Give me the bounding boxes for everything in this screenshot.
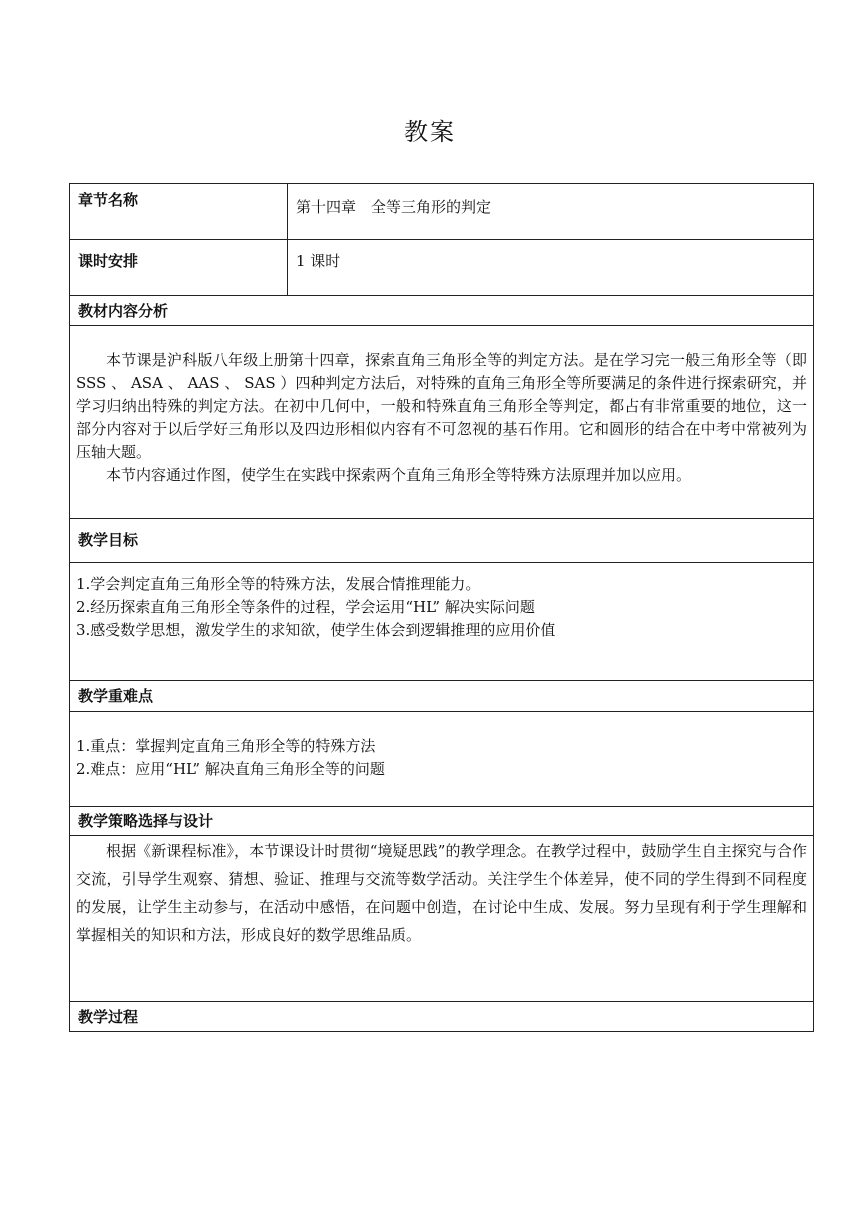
- chapter-label: 章节名称: [70, 184, 288, 240]
- keypoints-header-row: [70, 681, 814, 712]
- lesson-plan-table: [69, 183, 814, 1032]
- analysis-paragraph: 本节课是沪科版八年级上册第十四章，探索直角三角形全等的判定方法。是在学习完一般三角形全等（即 SSS 、 ASA 、 AAS 、 SAS ）四种判定方法后，对特殊的直角三角形全等所要满足的条件进行探索研究，并学习归纳出特殊的判定方法。在初中几何中，一般和特殊直角三角形全等判定，都占有非常重要的地位，这一部分内容对于以后学好三角形以及四边形相似内容有不可忽视的基石作用。它和圆形的结合在中考中常被列为压轴大题。: [76, 351, 807, 461]
- keypoint-item: 2.难点：应用“HL” 解决直角三角形全等的问题: [76, 760, 385, 778]
- strategy-body-row: [70, 836, 814, 1002]
- document-title: 教案: [404, 118, 456, 146]
- goal-item: 3.感受数学思想，激发学生的求知欲，使学生体会到逻辑推理的应用价值: [76, 621, 556, 639]
- analysis-header-row: [70, 296, 814, 326]
- hours-value: 1 课时: [288, 240, 814, 296]
- keypoints-heading: 教学重难点: [78, 687, 154, 705]
- goal-item: 2.经历探索直角三角形全等条件的过程，学会运用“HL” 解决实际问题: [76, 598, 535, 616]
- analysis-paragraph: 本节内容通过作图，使学生在实践中探索两个直角三角形全等特殊方法原理并加以应用。: [106, 466, 692, 484]
- analysis-heading: 教材内容分析: [78, 302, 169, 320]
- goals-body-row: [70, 563, 814, 681]
- analysis-body-row: [70, 326, 814, 519]
- hours-label: 课时安排: [70, 240, 288, 296]
- strategy-heading: 教学策略选择与设计: [78, 812, 214, 830]
- chapter-value: 第十四章 全等三角形的判定: [288, 184, 814, 240]
- keypoint-item: 1.重点：掌握判定直角三角形全等的特殊方法: [76, 737, 376, 755]
- strategy-paragraph: 根据《新课程标准》，本节课设计时贯彻“境疑思践”的教学理念。在教学过程中，鼓励学生自主探究与合作交流，引导学生观察、猜想、验证、推理与交流等数学活动。关注学生个体差异，使不同的学生得到不同程度的发展，让学生主动参与，在活动中感悟，在问题中创造，在讨论中生成、发展。努力呈现有利于学生理解和掌握相关的知识和方法，形成良好的数学思维品质。: [76, 842, 807, 944]
- chapter-row: [70, 184, 814, 240]
- keypoints-body: [70, 712, 814, 807]
- goals-header-row: [70, 519, 814, 563]
- goals-heading: 教学目标: [78, 531, 139, 549]
- goal-item: 1.学会判定直角三角形全等的特殊方法，发展合情推理能力。: [76, 575, 481, 593]
- goals-body: [70, 563, 814, 681]
- strategy-header-row: [70, 807, 814, 836]
- process-header-row: [70, 1002, 814, 1032]
- keypoints-body-row: [70, 712, 814, 807]
- hours-row: [70, 240, 814, 296]
- strategy-body: [70, 836, 814, 1002]
- process-heading: 教学过程: [78, 1008, 139, 1026]
- analysis-body: [70, 326, 814, 519]
